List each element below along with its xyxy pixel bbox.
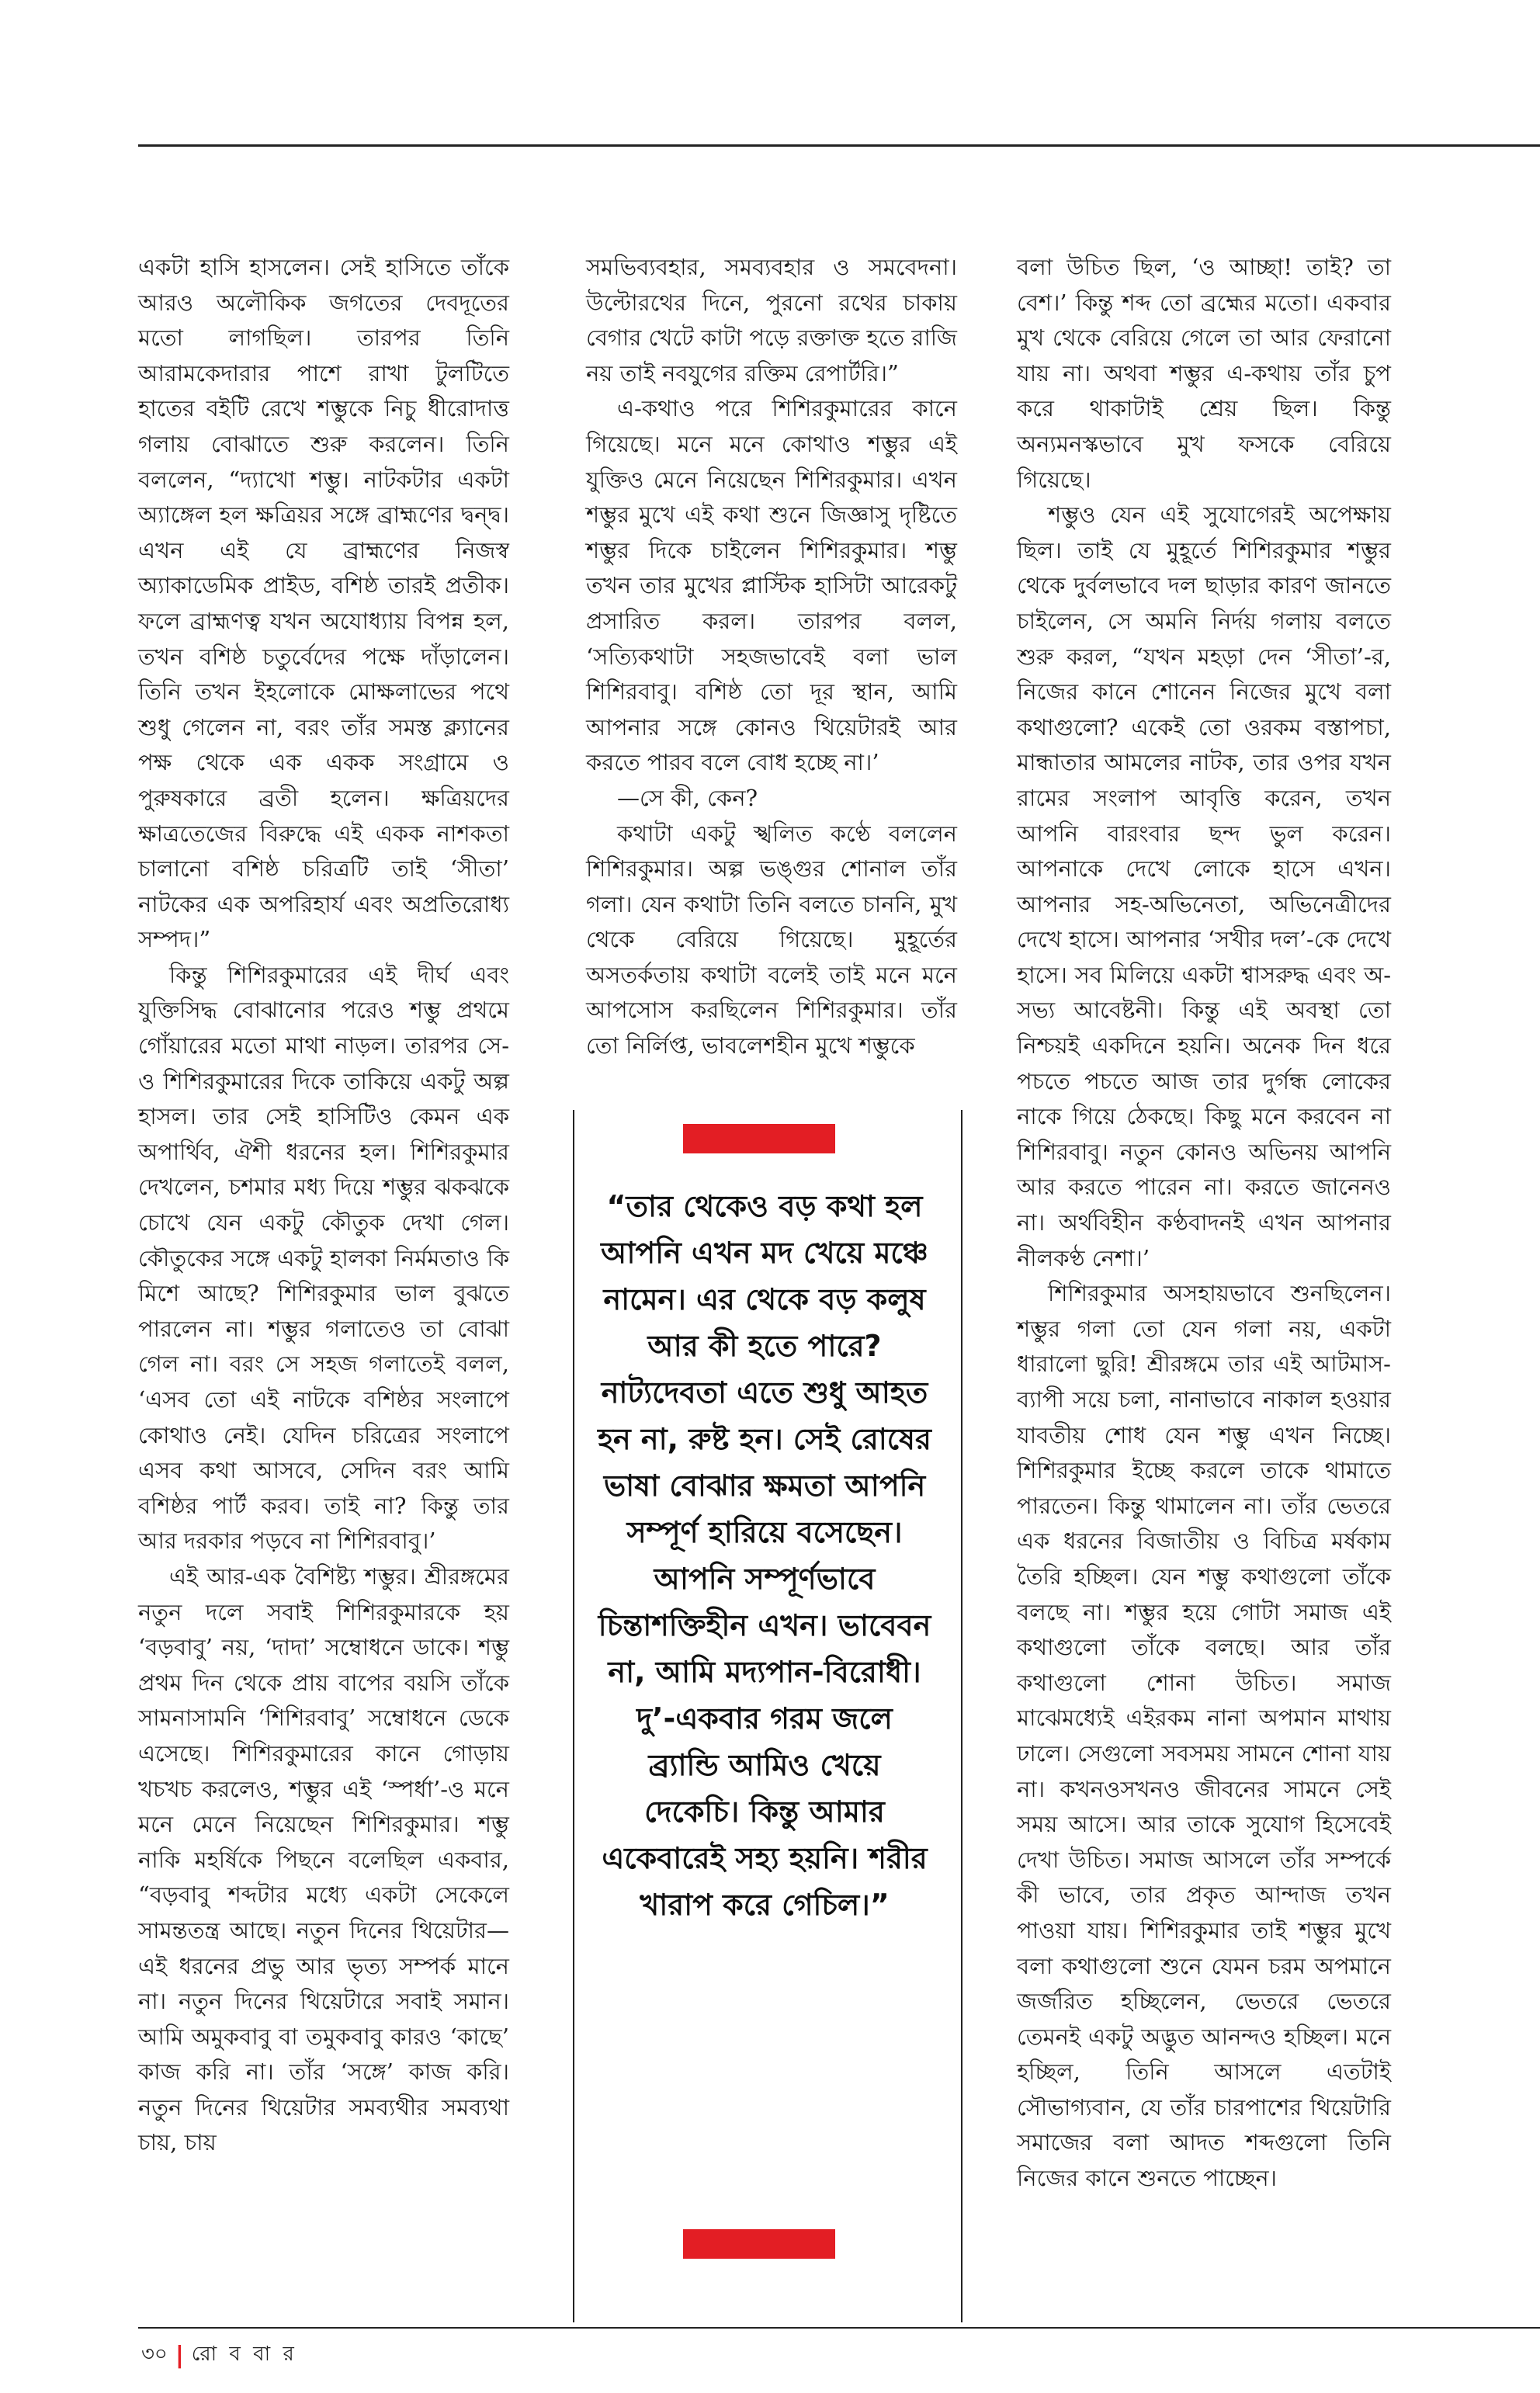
page-footer	[141, 2338, 297, 2372]
paragraph: কিন্তু শিশিরকুমারের এই দীর্ঘ এবং যুক্তিসিদ্ধ বোঝানোর পরেও শম্ভু প্রথমে গোঁয়ারের মতো মাথা নাড়ল। তারপর সে-ও শিশিরকুমারের দিকে তাকিয়ে একটু অল্প হাসল। তার সেই হাসিটিও কেমন এক অপার্থিব, ঐশী ধরনের হল। শিশিরকুমার দেখলেন, চশমার মধ্য দিয়ে শম্ভুর ঝকঝকে চোখে যেন একটু কৌতুক দেখা গেল। কৌতুকের সঙ্গে একটু হালকা নির্মমতাও কি মিশে আছে? শিশিরকুমার ভাল বুঝতে পারলেন না। শম্ভুর গলাতেও তা বোঝা গেল না। বরং সে সহজ গলাতেই বলল, ‘এসব তো এই নাটকে বশিষ্ঠর সংলাপে কোথাও নেই। যেদিন চরিত্রের সংলাপে এসব কথা আসবে, সেদিন বরং আমি বশিষ্ঠর পার্ট করব। তাই না? কিন্তু তার আর দরকার পড়বে না শিশিরবাবু।’	[138, 961, 509, 1555]
footer-separator: |	[175, 2341, 184, 2369]
top-rule	[138, 144, 1540, 147]
paragraph: —সে কী, কেন?	[617, 784, 758, 811]
paragraph: এ-কথাও পরে শিশিরকুমারের কানে গিয়েছে। মনে মনে কোথাও শম্ভুর এই যুক্তিও মেনে নিয়েছেন শিশিরকুমার। এখন শম্ভুর মুখে এই কথা শুনে জিজ্ঞাসু দৃষ্টিতে শম্ভুর দিকে চাইলেন শিশিরকুমার। শম্ভু তখন তার মুখের প্লাস্টিক হাসিটা আরেকটু প্রসারিত করল। তারপর বলল, ‘সত্যিকথাটা সহজভাবেই বলা ভাল শিশিরবাবু। বশিষ্ঠ তো দূর স্থান, আমি আপনার সঙ্গে কোনও থিয়েটারই আর করতে পারব বলে বোধ হচ্ছে না।’	[586, 395, 957, 776]
paragraph: কথাটা একটু স্খলিত কণ্ঠে বললেন শিশিরকুমার। অল্প ভঙ্গুর শোনাল তাঁর গলা। যেন কথাটা তিনি বলতে চাননি, মুখ থেকে বেরিয়ে গিয়েছে। মুহূর্তের অসতর্কতায় কথাটা বলেই তাই মনে মনে আপসোস করছিলেন শিশিরকুমার। তাঁর তো নির্লিপ্ত, ভাবলেশহীন মুখে শম্ভুকে	[586, 820, 957, 1060]
article-column-1	[138, 250, 509, 2299]
paragraph: একটা হাসি হাসলেন। সেই হাসিতে তাঁকে আরও অলৌকিক জগতের দেবদূতের মতো লাগছিল। তারপর তিনি আরামকেদারার পাশে রাখা টুলটিতে হাতের বইটি রেখে শম্ভুকে নিচু ধীরোদাত্ত গলায় বোঝাতে শুরু করলেন। তিনি বললেন, “দ্যাখো শম্ভু। নাটকটার একটা অ্যাঙ্গেল হল ক্ষত্রিয়র সঙ্গে ব্রাহ্মণের দ্বন্দ্ব। এখন এই যে ব্রাহ্মণের নিজস্ব অ্যাকাডেমিক প্রাইড, বশিষ্ঠ তারই প্রতীক। ফলে ব্রাহ্মণত্ব যখন অযোধ্যায় বিপন্ন হল, তখন বশিষ্ঠ চতুর্বেদের পক্ষে দাঁড়ালেন। তিনি তখন ইহলোকে মোক্ষলাভের পথে শুধু গেলেন না, বরং তাঁর সমস্ত ক্ল্যানের পক্ষ থেকে এক একক সংগ্রামে ও পুরুষকারে ব্রতী হলেন। ক্ষত্রিয়দের ক্ষাত্রতেজের বিরুদ্ধে এই একক নাশকতা চালানো বশিষ্ঠ চরিত্রটি তাই ‘সীতা’ নাটকের এক অপরিহার্য এবং অপ্রতিরোধ্য সম্পদ।”	[138, 254, 509, 953]
pullquote-box	[590, 1118, 947, 2313]
pullquote-divider-left	[573, 1110, 574, 2322]
pullquote-divider-right	[961, 1110, 962, 2322]
page-number: ৩০	[141, 2343, 168, 2366]
paragraph: সমভিব্যবহার, সমব্যবহার ও সমবেদনা। উল্টোরথের দিনে, পুরনো রথের চাকায় বেগার খেটে কাটা পড়ে রক্তাক্ত হতে রাজি নয় তাই নবযুগের রক্তিম রেপার্টরি।”	[586, 254, 957, 387]
paragraph: শিশিরকুমার অসহায়ভাবে শুনছিলেন। শম্ভুর গলা তো যেন গলা নয়, একটা ধারালো ছুরি! শ্রীরঙ্গমে তার এই আটমাস-ব্যাপী সয়ে চলা, নানাভাবে নাকাল হওয়ার যাবতীয় শোধ যেন শম্ভু এখন নিচ্ছে। শিশিরকুমার ইচ্ছে করলে তাকে থামাতে পারতেন। কিন্তু থামালেন না। তাঁর ভেতরে এক ধরনের বিজাতীয় ও বিচিত্র মর্ষকাম তৈরি হচ্ছিল। যেন শম্ভু কথাগুলো তাঁকে বলছে না। শম্ভুর হয়ে গোটা সমাজ এই কথাগুলো তাঁকে বলছে। আর তাঁর কথাগুলো শোনা উচিত। সমাজ মাঝেমধ্যেই এইরকম নানা অপমান মাথায় ঢালে। সেগুলো সবসময় সামনে শোনা যায় না। কখনওসখনও জীবনের সামনে সেই সময় আসে। আর তাকে সুযোগ হিসেবেই দেখা উচিত। সমাজ আসলে তাঁর সম্পর্কে কী ভাবে, তার প্রকৃত আন্দাজ তখন পাওয়া যায়। শিশিরকুমার তাই শম্ভুর মুখে বলা কথাগুলো শুনে যেমন চরম অপমানে জর্জরিত হচ্ছিলেন, ভেতরে ভেতরে তেমনই একটু অদ্ভুত আনন্দও হচ্ছিল। মনে হচ্ছিল, তিনি আসলে এতটাই সৌভাগ্যবান, যে তাঁর চারপাশের থিয়েটারি সমাজের বলা আদত শব্দগুলো তিনি নিজের কানে শুনতে পাচ্ছেন।	[1017, 1280, 1391, 2192]
paragraph: বলা উচিত ছিল, ‘ও আচ্ছা! তাই? তা বেশ।’ কিন্তু শব্দ তো ব্রহ্মের মতো। একবার মুখ থেকে বেরিয়ে গেলে তা আর ফেরানো যায় না। অথবা শম্ভুর এ-কথায় তাঁর চুপ করে থাকাটাই শ্রেয় ছিল। কিন্তু অন্যমনস্কভাবে মুখ ফসকে বেরিয়ে গিয়েছে।	[1017, 254, 1391, 493]
article-column-2	[586, 250, 957, 1069]
pullquote-text: “তার থেকেও বড় কথা হল আপনি এখন মদ খেয়ে মঞ্চে নামেন। এর থেকে বড় কলুষ আর কী হতে পারে? নাট্যদেবতা এতে শুধু আহত হন না, রুষ্ট হন। সেই রোষের ভাষা বোঝার ক্ষমতা আপনি সম্পূর্ণ হারিয়ে বসেছেন। আপনি সম্পূর্ণভাবে চিন্তাশক্তিহীন এখন। ভাবেবন না, আমি মদ্যপান-বিরোধী। দু’-একবার গরম জলে ব্র্যান্ডি আমিও খেয়ে দেকেচি। কিন্তু আমার একেবারেই সহ্য হয়নি। শরীর খারাপ করে গেচিল।”	[598, 1189, 931, 1922]
paragraph: এই আর-এক বৈশিষ্ট্য শম্ভুর। শ্রীরঙ্গমের নতুন দলে সবাই শিশিরকুমারকে হয় ‘বড়বাবু’ নয়, ‘দাদা’ সম্বোধনে ডাকে। শম্ভু প্রথম দিন থেকে প্রায় বাপের বয়সি তাঁকে সামনাসামনি ‘শিশিরবাবু’ সম্বোধনে ডেকে এসেছে। শিশিরকুমারের কানে গোড়ায় খচখচ করলেও, শম্ভুর এই ‘স্পর্ধা’-ও মনে মনে মেনে নিয়েছেন শিশিরকুমার। শম্ভু নাকি মহর্ষিকে পিছনে বলেছিল একবার, “বড়বাবু শব্দটার মধ্যে একটা সেকেলে সামন্ততন্ত্র আছে। নতুন দিনের থিয়েটার— এই ধরনের প্রভু আর ভৃত্য সম্পর্ক মানে না। নতুন দিনের থিয়েটারে সবাই সমান। আমি অমুকবাবু বা তমুকবাবু কারও ‘কাছে’ কাজ করি না। তাঁর ‘সঙ্গে’ কাজ করি। নতুন দিনের থিয়েটার সমব্যথীর সমব্যথা চায়, চায়	[138, 1562, 509, 2156]
pullquote-accent-bar-bottom	[683, 2229, 835, 2259]
pullquote-accent-bar-top	[683, 1124, 835, 1153]
bottom-rule	[138, 2327, 1540, 2329]
magazine-name: রো ব বা র	[191, 2343, 297, 2366]
paragraph: শম্ভুও যেন এই সুযোগেরই অপেক্ষায় ছিল। তাই যে মুহূর্তে শিশিরকুমার শম্ভুর থেকে দুর্বলভাবে দল ছাড়ার কারণ জানতে চাইলেন, সে অমনি নির্দয় গলায় বলতে শুরু করল, “যখন মহড়া দেন ‘সীতা’-র, নিজের কানে শোনেন নিজের মুখে বলা কথাগুলো? একেই তো ওরকম বস্তাপচা, মান্ধাতার আমলের নাটক, তার ওপর যখন রামের সংলাপ আবৃত্তি করেন, তখন আপনি বারংবার ছন্দ ভুল করেন। আপনাকে দেখে লোকে হাসে এখন। আপনার সহ-অভিনেতা, অভিনেত্রীদের দেখে হাসে। আপনার ‘সখীর দল’-কে দেখে হাসে। সব মিলিয়ে একটা শ্বাসরুদ্ধ এবং অ-সভ্য আবেষ্টনী। কিন্তু এই অবস্থা তো নিশ্চয়ই একদিনে হয়নি। অনেক দিন ধরে পচতে পচতে আজ তার দুর্গন্ধ লোকের নাকে গিয়ে ঠেকছে। কিছু মনে করবেন না শিশিরবাবু। নতুন কোনও অভিনয় আপনি আর করতে পারেন না। করতে জানেনও না। অর্থবিহীন কণ্ঠবাদনই এখন আপনার নীলকণ্ঠ নেশা।’	[1017, 501, 1391, 1271]
article-column-3	[1017, 250, 1391, 2299]
